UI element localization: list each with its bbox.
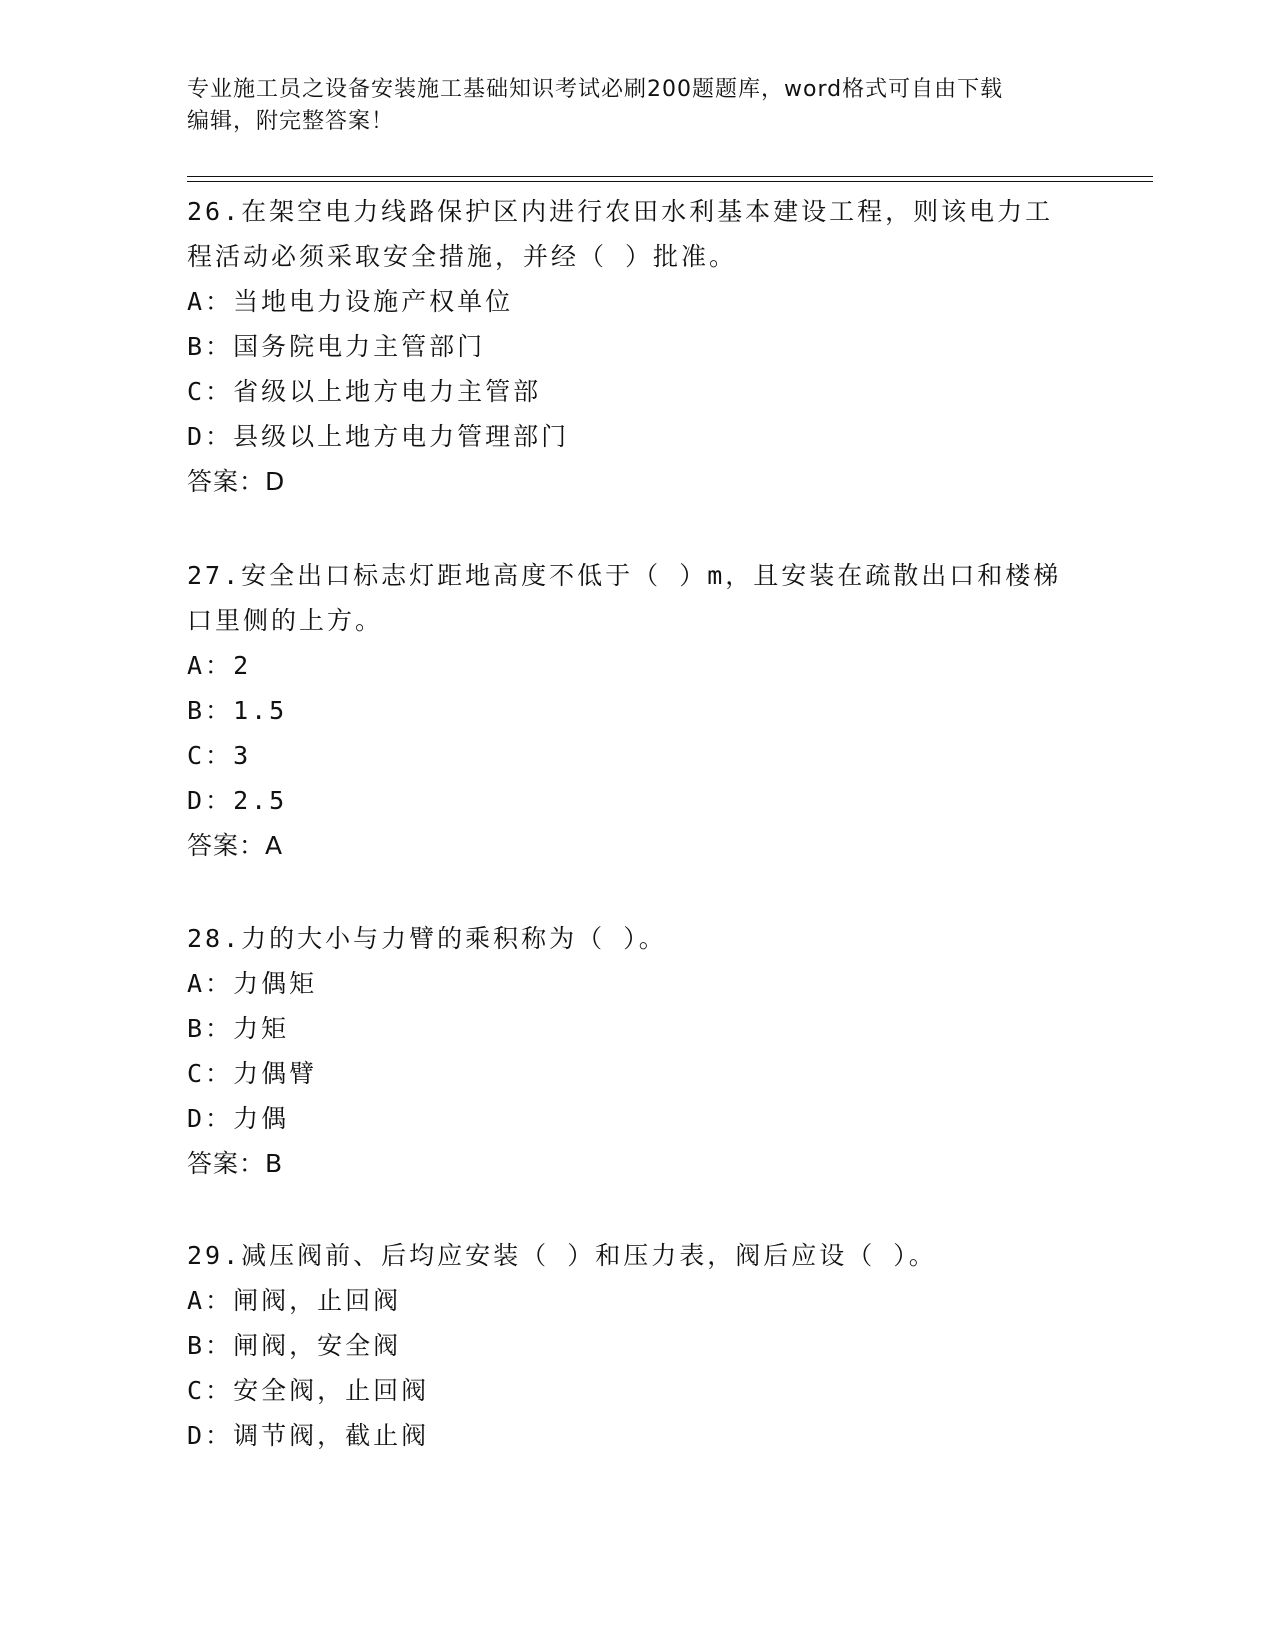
- option-d: [187, 414, 1087, 459]
- option-label: A：: [187, 969, 234, 998]
- option-b: [187, 1323, 1087, 1368]
- question-26: [187, 189, 1087, 504]
- option-a: [187, 279, 1087, 324]
- option-label: C：: [187, 1376, 234, 1405]
- option-b: [187, 324, 1087, 369]
- option-b: [187, 1006, 1087, 1051]
- option-label: D：: [187, 1104, 234, 1133]
- option-text: 2.5: [233, 786, 288, 815]
- answer-line: 答案：D: [187, 467, 286, 496]
- option-text: 1.5: [233, 696, 288, 725]
- option-text: 力偶矩: [233, 969, 318, 998]
- option-text: 力偶臂: [233, 1059, 318, 1088]
- option-text: 安全阀，止回阀: [233, 1376, 430, 1405]
- header-line-2: 编辑，附完整答案！: [187, 109, 395, 134]
- option-text: 国务院电力主管部门: [233, 332, 486, 361]
- option-text: 县级以上地方电力管理部门: [233, 422, 570, 451]
- option-text: 力矩: [233, 1014, 290, 1043]
- option-d: [187, 1096, 1087, 1141]
- option-b: [187, 688, 1087, 733]
- option-c: [187, 1051, 1087, 1096]
- question-stem-line: 28.力的大小与力臂的乘积称为（ ）。: [187, 924, 667, 953]
- question-stem-line: 27.安全出口标志灯距地高度不低于（ ）m，且安装在疏散出口和楼梯: [187, 561, 1062, 590]
- option-a: [187, 643, 1087, 688]
- option-a: [187, 961, 1087, 1006]
- answer-line: 答案：A: [187, 831, 284, 860]
- question-27: [187, 553, 1087, 868]
- question-29: [187, 1233, 1087, 1458]
- question-28: [187, 916, 1087, 1186]
- option-text: 3: [233, 741, 252, 770]
- header-divider-bottom: [187, 181, 1153, 182]
- option-text: 力偶: [233, 1104, 290, 1133]
- option-label: C：: [187, 377, 234, 406]
- option-label: A：: [187, 651, 234, 680]
- option-label: B：: [187, 1014, 234, 1043]
- option-c: [187, 369, 1087, 414]
- option-label: D：: [187, 1421, 234, 1450]
- option-label: B：: [187, 1331, 234, 1360]
- option-label: B：: [187, 696, 234, 725]
- question-stem-line: 口里侧的上方。: [187, 606, 384, 635]
- option-label: B：: [187, 332, 234, 361]
- option-d: [187, 778, 1087, 823]
- option-label: C：: [187, 1059, 234, 1088]
- option-label: A：: [187, 287, 234, 316]
- option-text: 当地电力设施产权单位: [233, 287, 514, 316]
- answer-line: 答案：B: [187, 1149, 284, 1178]
- option-c: [187, 733, 1087, 778]
- option-label: D：: [187, 422, 234, 451]
- option-text: 省级以上地方电力主管部: [233, 377, 542, 406]
- option-label: A：: [187, 1286, 234, 1315]
- option-text: 闸阀，安全阀: [233, 1331, 402, 1360]
- option-d: [187, 1413, 1087, 1458]
- question-stem-line: 29.减压阀前、后均应安装（ ）和压力表，阀后应设（ ）。: [187, 1241, 937, 1270]
- option-text: 调节阀，截止阀: [233, 1421, 430, 1450]
- option-label: D：: [187, 786, 234, 815]
- option-text: 2: [233, 651, 252, 680]
- question-stem-line: 程活动必须采取安全措施，并经（ ）批准。: [187, 242, 738, 271]
- option-a: [187, 1278, 1087, 1323]
- option-label: C：: [187, 741, 234, 770]
- question-stem-line: 26.在架空电力线路保护区内进行农田水利基本建设工程，则该电力工: [187, 197, 1054, 226]
- option-c: [187, 1368, 1087, 1413]
- document-header: [187, 74, 1067, 138]
- header-divider-top: [187, 176, 1153, 177]
- header-line-1: 专业施工员之设备安装施工基础知识考试必刷200题题库，word格式可自由下载: [187, 77, 1004, 102]
- option-text: 闸阀，止回阀: [233, 1286, 402, 1315]
